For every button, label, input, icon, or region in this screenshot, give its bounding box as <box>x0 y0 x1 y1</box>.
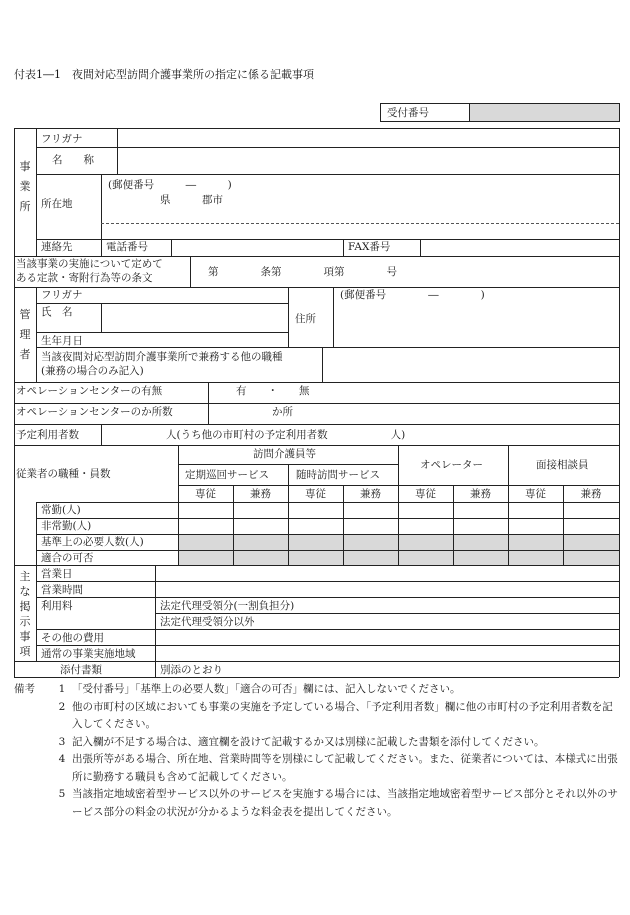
office-address-label: 所在地 <box>41 198 73 210</box>
attachments-value: 別添のとおり <box>160 664 223 676</box>
manager-furigana-label: フリガナ <box>41 289 83 301</box>
table-rule <box>36 502 37 565</box>
table-rule <box>14 403 619 404</box>
table-rule <box>36 174 619 175</box>
staff-on-demand-visit: 随時訪問サービス <box>296 469 380 481</box>
note-item <box>14 699 620 734</box>
main-fee-label: 利用料 <box>41 600 73 612</box>
side-char: 項 <box>19 645 31 658</box>
table-rule <box>36 332 288 333</box>
table-rule <box>36 287 37 382</box>
office-contact-label: 連絡先 <box>41 241 73 253</box>
table-rule <box>333 287 334 347</box>
table-rule <box>14 565 619 566</box>
note-head <box>14 734 52 752</box>
table-rule <box>101 174 102 239</box>
note-head <box>14 786 52 821</box>
staff-row-label: 適合の可否 <box>41 552 94 564</box>
articles-label-1: 当該事業の実施について定めて <box>16 258 163 270</box>
office-furigana-label: フリガナ <box>41 133 83 145</box>
table-rule <box>36 502 619 503</box>
full-time-header: 専従 <box>415 488 436 500</box>
note-text: 出張所等がある場合、所在地、営業時間等を別様にして記載してください。また、従業者については、本様式に出張所に勤務する職員も含めて記載してください。 <box>72 753 618 783</box>
note-head: 備考 <box>14 683 35 695</box>
table-rule <box>343 239 344 256</box>
table-rule <box>101 303 102 332</box>
office-fax-label: FAX番号 <box>348 241 391 253</box>
note-number: 3 <box>58 735 66 748</box>
note-text: 当該指定地域密着型サービス以外のサービスを実施する場合には、当該指定地域密着型サービス部分とそれ以外のサービス部分の料金の状況が分かるような料金表を提出してください。 <box>72 788 618 818</box>
articles-value: 第 条第 項第 号 <box>208 266 397 278</box>
side-char: 示 <box>19 615 31 628</box>
side-char: 事 <box>19 160 31 173</box>
address-dashed-line <box>101 223 619 224</box>
receipt-number-label: 受付番号 <box>381 104 470 121</box>
staff-row-label: 非常勤(人) <box>41 520 92 532</box>
side-char: 者 <box>19 348 31 361</box>
side-char: 業 <box>19 180 31 193</box>
op-center-exists-value: 有 ・ 無 <box>236 385 310 397</box>
table-rule <box>155 661 156 677</box>
users-label: 予定利用者数 <box>16 429 79 441</box>
note-text: 「受付番号」「基準上の必要人数」「適合の可否」欄には、記入しないでください。 <box>72 683 461 695</box>
table-rule <box>178 464 398 465</box>
manager-other-job-2: (兼務の場合のみ記入) <box>41 365 144 377</box>
table-rule <box>101 424 102 445</box>
concurrent-header: 兼務 <box>250 488 271 500</box>
manager-name-label: 氏 名 <box>41 306 73 318</box>
full-time-header: 専従 <box>305 488 326 500</box>
manager-birth-label: 生年月日 <box>41 335 83 347</box>
table-rule <box>508 445 509 565</box>
table-rule <box>36 597 619 598</box>
staff-regular-visit: 定期巡回サービス <box>185 469 269 481</box>
side-char: 所 <box>19 200 31 213</box>
table-rule <box>36 550 619 551</box>
table-rule <box>14 445 619 446</box>
table-rule <box>14 424 619 425</box>
table-rule <box>178 445 179 565</box>
receipt-number-box <box>380 103 620 122</box>
op-center-count-value: か所 <box>272 406 293 418</box>
side-char: 事 <box>19 630 31 643</box>
table-rule <box>14 382 619 383</box>
office-postal-code: (郵便番号 ― ) <box>108 179 232 191</box>
note-number: 5 <box>58 788 66 800</box>
table-rule <box>36 239 619 240</box>
full-time-header: 専従 <box>195 488 216 500</box>
note-item <box>14 734 620 752</box>
table-rule <box>36 147 619 148</box>
staff-row-label: 基準上の必要人数(人) <box>41 536 144 548</box>
main-area-label: 通常の事業実施地域 <box>41 648 136 660</box>
table-rule <box>322 347 323 382</box>
table-rule <box>117 128 118 174</box>
side-char: 管 <box>19 308 31 321</box>
main-other-costs-label: その他の費用 <box>41 632 104 644</box>
staff-visit-group: 訪問介護員等 <box>253 448 316 460</box>
full-time-header: 専従 <box>525 488 546 500</box>
manager-other-job-1: 当該夜間対応型訪問介護事業所で兼務する他の職種 <box>41 351 283 363</box>
articles-label-2: ある定款・寄附行為等の条文 <box>16 272 153 284</box>
main-days-label: 営業日 <box>41 568 73 580</box>
table-rule <box>36 565 37 661</box>
table-rule <box>36 581 619 582</box>
note-item <box>14 751 620 786</box>
note-text: 記入欄が不足する場合は、適宜欄を設けて記載するか又は別様に記載した書類を添付してください。 <box>72 735 545 748</box>
table-rule <box>36 645 619 646</box>
note-text: 他の市町村の区域においても事業の実施を予定している場合、「予定利用者数」欄に他の市町村の予定利用者数を記入してください。 <box>72 700 613 730</box>
table-rule <box>14 128 619 129</box>
op-center-exists-label: オペレーションセンターの有無 <box>16 385 163 397</box>
notes-section <box>14 681 620 821</box>
note-head <box>14 751 52 786</box>
manager-address-label: 住所 <box>295 313 316 325</box>
concurrent-header: 兼務 <box>470 488 491 500</box>
staff-row-label: 常勤(人) <box>41 504 81 516</box>
table-rule <box>14 661 619 662</box>
table-rule <box>619 128 620 677</box>
table-rule <box>36 347 619 348</box>
main-hours-label: 営業時間 <box>41 584 83 596</box>
side-char: 理 <box>19 328 31 341</box>
concurrent-header: 兼務 <box>360 488 381 500</box>
table-rule <box>36 629 619 630</box>
table-rule <box>171 239 172 256</box>
table-rule <box>36 518 619 519</box>
table-rule <box>14 287 619 288</box>
table-rule <box>36 303 288 304</box>
receipt-number-field <box>470 104 619 121</box>
table-rule <box>208 382 209 403</box>
office-pref-city: 県 郡市 <box>160 194 223 206</box>
concurrent-header: 兼務 <box>580 488 602 500</box>
note-item <box>14 681 620 699</box>
table-rule <box>101 239 102 256</box>
op-center-count-label: オペレーションセンターのか所数 <box>16 406 173 418</box>
table-rule <box>398 445 399 565</box>
note-item <box>14 786 620 821</box>
side-char: 掲 <box>19 600 31 613</box>
note-number: 1 <box>58 683 66 695</box>
staff-consult: 面接相談員 <box>536 459 589 471</box>
table-rule <box>208 403 209 424</box>
table-rule <box>14 677 619 678</box>
table-rule <box>178 485 619 486</box>
side-char: な <box>19 585 31 598</box>
main-fee-non-statutory: 法定代理受領分以外 <box>160 616 255 628</box>
table-rule <box>36 534 619 535</box>
table-rule <box>420 239 421 256</box>
table-rule <box>155 613 619 614</box>
manager-postal-code: (郵便番号 ― ) <box>340 289 485 301</box>
office-name-label: 名 称 <box>52 154 94 166</box>
attachments-label: 添付書類 <box>60 664 102 676</box>
staff-operator: オペレーター <box>420 459 483 471</box>
staff-label: 従業者の職種・員数 <box>16 468 111 480</box>
note-number: 2 <box>58 700 66 713</box>
table-rule <box>190 256 191 287</box>
office-phone-label: 電話番号 <box>106 241 148 253</box>
side-char: 主 <box>19 570 31 583</box>
note-number: 4 <box>58 753 66 765</box>
table-rule <box>14 256 619 257</box>
users-value: 人(うち他の市町村の予定利用者数 人) <box>166 429 406 441</box>
table-rule <box>288 287 289 347</box>
main-fee-statutory: 法定代理受領分(一割負担分) <box>160 600 295 612</box>
note-head <box>14 699 52 734</box>
form-title: 付表1―1 夜間対応型訪問介護事業所の指定に係る記載事項 <box>14 68 314 81</box>
